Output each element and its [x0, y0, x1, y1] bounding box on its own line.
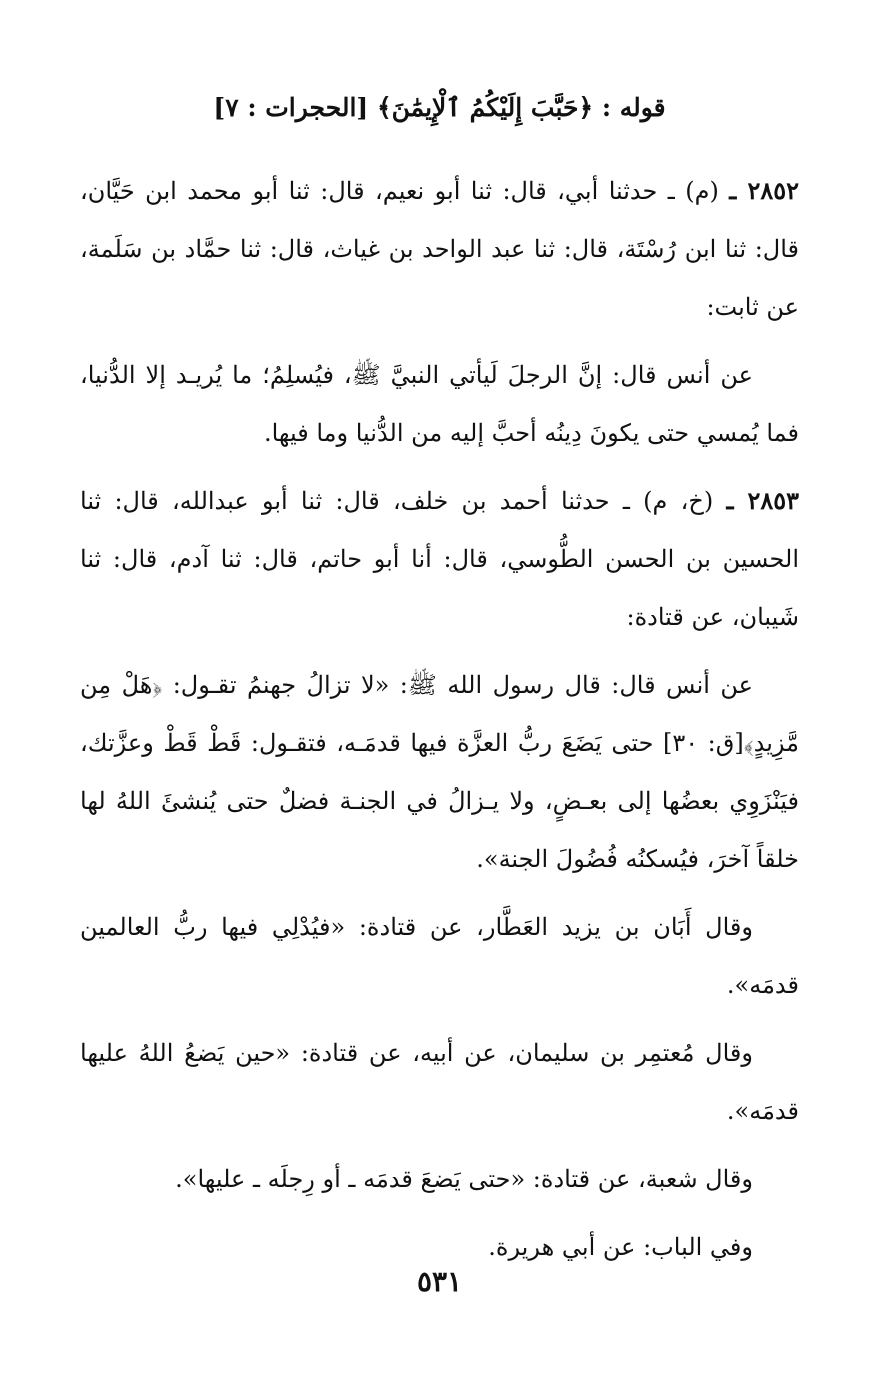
hadith-2852-isnad: [80, 162, 799, 336]
heading-prefix: قوله :: [601, 93, 666, 122]
page-number: ٥٣١: [416, 1265, 463, 1298]
paragraph-text: عن أنس قال: قال رسول الله ﷺ: «لا تزالُ جهنمُ تقـول: ﴿هَلْ مِن مَّزِيدٍ﴾[ق: ٣٠] حتى يَضَعَ ربُّ العزَّة فيها قدمَـه، فتقـول: قَطْ قَطْ وعزَّتك، فيَنْزَوِي بعضُها إلى بعـضٍ، ولا يـزالُ في الجنـة فضلٌ حتى يُنشئَ اللهُ لها خلقاً آخرَ، فيُسكنُه فُضُولَ الجنة».: [80, 671, 799, 873]
hadith-number: ٢٨٥٢ ـ: [729, 176, 799, 205]
narration-aban: [80, 898, 799, 1014]
narration-mutamir: [80, 1024, 799, 1140]
heading-verse: ﴿حَبَّبَ إِلَيْكُمُ ٱلْإِيمَٰنَ﴾: [376, 93, 594, 122]
paragraph-text: (م) ـ حدثنا أبي، قال: ثنا أبو نعيم، قال: ثنا أبو محمد ابن حَيَّان، قال: ثنا ابن رُسْتَة، قال: ثنا عبد الواحد بن غياث، قال: ثنا حمَّاد بن سَلَمة، عن ثابت:: [80, 177, 799, 321]
heading-reference: [الحجرات : ٧]: [213, 93, 369, 122]
section-heading: [80, 88, 799, 128]
paragraph-text: وقال مُعتمِر بن سليمان، عن أبيه، عن قتادة: «حين يَضعُ اللهُ عليها قدمَه».: [80, 1039, 799, 1125]
paragraph-text: وفي الباب: عن أبي هريرة.: [488, 1233, 753, 1261]
hadith-2852-matn: [80, 346, 799, 462]
paragraph-text: وقال شعبة، عن قتادة: «حتى يَضعَ قدمَه ـ أو رِجلَه ـ عليها».: [175, 1165, 753, 1193]
paragraph-text: (خ، م) ـ حدثنا أحمد بن خلف، قال: ثنا أبو عبدالله، قال: ثنا الحسين بن الحسن الطُّوسي، قال: أنا أبو حاتم، قال: ثنا آدم، قال: ثنا شَيبان، عن قتادة:: [80, 487, 799, 631]
hadith-number: ٢٨٥٣ ـ: [726, 486, 799, 515]
narration-shuba: [80, 1150, 799, 1208]
paragraph-text: وقال أَبَان بن يزيد العَطَّار، عن قتادة: «فيُدْلِي فيها ربُّ العالمين قدمَه».: [80, 913, 799, 999]
body-text: [80, 162, 799, 1276]
hadith-2853-matn: [80, 656, 799, 888]
paragraph-text: عن أنس قال: إنَّ الرجلَ لَيأتي النبيَّ ﷺ، فيُسلِمُ؛ ما يُريـد إلا الدُّنيا، فما يُمسي حتى يكونَ دِينُه أحبَّ إليه من الدُّنيا وما فيها.: [80, 361, 799, 447]
hadith-2853-isnad: [80, 472, 799, 646]
